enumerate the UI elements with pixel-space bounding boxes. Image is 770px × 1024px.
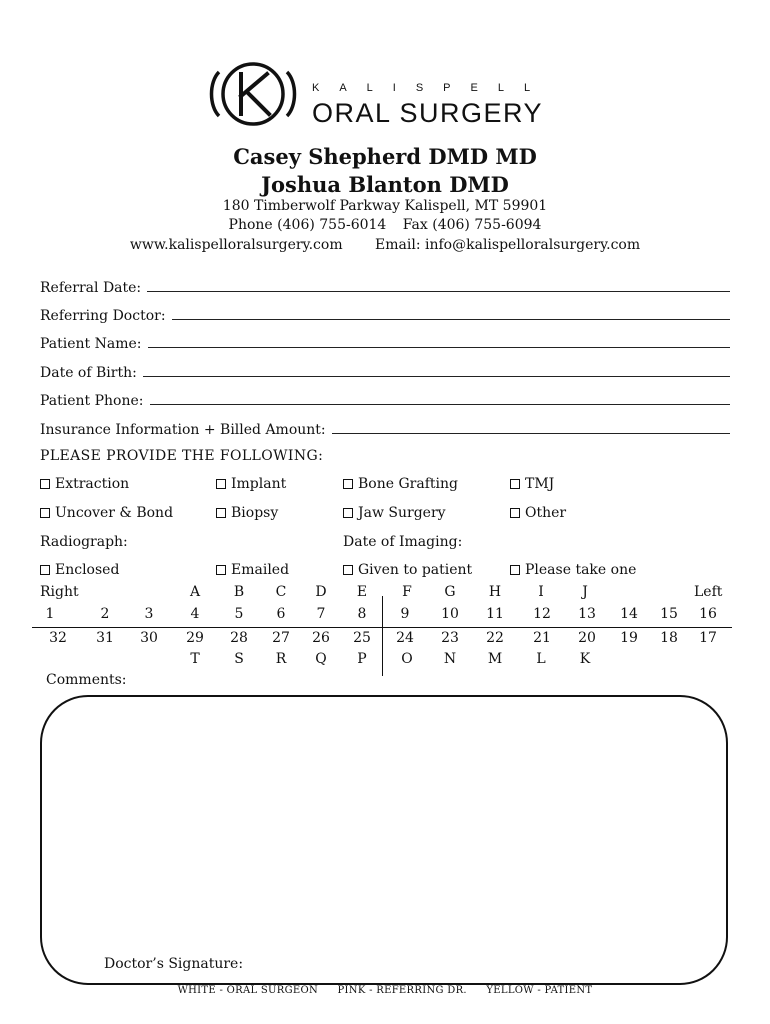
extraction-checkbox[interactable]: Extraction bbox=[40, 476, 129, 492]
tooth-number[interactable]: 15 bbox=[660, 606, 678, 622]
tooth-letter[interactable]: L bbox=[536, 651, 546, 667]
tooth-number[interactable]: 26 bbox=[312, 630, 330, 646]
tooth-number[interactable]: 19 bbox=[620, 630, 638, 646]
uncover-bond-checkbox[interactable]: Uncover & Bond bbox=[40, 505, 173, 521]
tooth-number[interactable]: 28 bbox=[230, 630, 248, 646]
bone-grafting-checkbox[interactable]: Bone Grafting bbox=[343, 476, 458, 492]
tooth-letter[interactable]: T bbox=[190, 651, 200, 667]
tooth-number[interactable]: 31 bbox=[96, 630, 114, 646]
tooth-letter[interactable]: J bbox=[582, 584, 588, 600]
doctor-name-2: Joshua Blanton DMD bbox=[261, 172, 509, 197]
tooth-letter[interactable]: S bbox=[234, 651, 244, 667]
tooth-number[interactable]: 17 bbox=[699, 630, 717, 646]
copy-distribution-footer bbox=[0, 985, 770, 996]
given-to-patient-checkbox[interactable]: Given to patient bbox=[343, 562, 472, 578]
tooth-letter[interactable]: B bbox=[233, 584, 245, 600]
phone-number: Phone (406) 755-6014 bbox=[228, 217, 387, 233]
tooth-letter[interactable]: C bbox=[275, 584, 287, 600]
comments-box[interactable] bbox=[40, 695, 728, 985]
tooth-letter[interactable]: D bbox=[315, 584, 327, 600]
tooth-number[interactable]: 10 bbox=[441, 606, 459, 622]
tooth-letter[interactable]: K bbox=[579, 651, 591, 667]
tooth-number[interactable]: 11 bbox=[486, 606, 504, 622]
other-checkbox[interactable]: Other bbox=[510, 505, 566, 521]
tooth-number[interactable]: 32 bbox=[49, 630, 67, 646]
referring-doctor-label: Referring Doctor: bbox=[40, 308, 166, 324]
logo-oral-surgery-text: ORAL SURGERY bbox=[312, 98, 544, 128]
tooth-number[interactable]: 20 bbox=[578, 630, 596, 646]
logo-kalispell-text: KALISPELL bbox=[312, 82, 551, 94]
tooth-number[interactable]: 12 bbox=[533, 606, 551, 622]
patient-phone-label: Patient Phone: bbox=[40, 393, 144, 409]
tooth-number[interactable]: 22 bbox=[486, 630, 504, 646]
emailed-checkbox[interactable]: Emailed bbox=[216, 562, 289, 578]
email-link[interactable]: Email: info@kalispelloralsurgery.com bbox=[375, 237, 641, 253]
tmj-checkbox[interactable]: TMJ bbox=[510, 476, 554, 492]
tooth-number[interactable]: 1 bbox=[45, 606, 55, 622]
tooth-number[interactable]: 2 bbox=[100, 606, 110, 622]
biopsy-checkbox[interactable]: Biopsy bbox=[216, 505, 278, 521]
referring-doctor-line[interactable] bbox=[172, 319, 730, 320]
tooth-number[interactable]: 14 bbox=[620, 606, 638, 622]
tooth-number[interactable]: 9 bbox=[400, 606, 410, 622]
practice-address: 180 Timberwolf Parkway Kalispell, MT 59901 bbox=[222, 198, 548, 214]
tooth-number[interactable]: 5 bbox=[234, 606, 244, 622]
tooth-chart-vertical-divider bbox=[382, 596, 383, 676]
referral-date-line[interactable] bbox=[147, 291, 730, 292]
jaw-surgery-checkbox[interactable]: Jaw Surgery bbox=[343, 505, 446, 521]
date-of-imaging-label: Date of Imaging: bbox=[343, 534, 463, 550]
referral-date-field[interactable] bbox=[40, 274, 730, 296]
referral-date-label: Referral Date: bbox=[40, 280, 142, 296]
tooth-number[interactable]: 24 bbox=[396, 630, 414, 646]
tooth-chart bbox=[32, 584, 732, 684]
tooth-number[interactable]: 18 bbox=[660, 630, 678, 646]
white-copy-label: WHITE - ORAL SURGEON bbox=[177, 985, 319, 996]
date-of-birth-line[interactable] bbox=[143, 376, 730, 377]
insurance-label: Insurance Information + Billed Amount: bbox=[40, 422, 326, 438]
services-heading: PLEASE PROVIDE THE FOLLOWING: bbox=[40, 448, 324, 464]
doctor-name-1: Casey Shepherd DMD MD bbox=[233, 144, 537, 169]
tooth-letter[interactable]: F bbox=[402, 584, 412, 600]
radiograph-label: Radiograph: bbox=[40, 534, 128, 550]
tooth-number[interactable]: 30 bbox=[140, 630, 158, 646]
insurance-field[interactable] bbox=[40, 416, 730, 438]
comments-label: Comments: bbox=[46, 672, 127, 688]
tooth-letter[interactable]: H bbox=[488, 584, 502, 600]
tooth-letter[interactable]: N bbox=[443, 651, 457, 667]
referring-doctor-field[interactable] bbox=[40, 302, 730, 324]
tooth-letter[interactable]: O bbox=[401, 651, 413, 667]
tooth-number[interactable]: 4 bbox=[190, 606, 200, 622]
doctor-signature-label: Doctor’s Signature: bbox=[104, 956, 244, 972]
patient-name-field[interactable] bbox=[40, 330, 730, 352]
patient-name-label: Patient Name: bbox=[40, 336, 142, 352]
date-of-birth-label: Date of Birth: bbox=[40, 365, 137, 381]
date-of-birth-field[interactable] bbox=[40, 359, 730, 381]
tooth-number[interactable]: 16 bbox=[699, 606, 717, 622]
tooth-number[interactable]: 8 bbox=[357, 606, 367, 622]
implant-checkbox[interactable]: Implant bbox=[216, 476, 286, 492]
tooth-letter[interactable]: R bbox=[275, 651, 287, 667]
web-email-line bbox=[0, 237, 770, 253]
tooth-number[interactable]: 21 bbox=[533, 630, 551, 646]
website-link[interactable]: www.kalispelloralsurgery.com bbox=[129, 237, 343, 253]
tooth-letter[interactable]: M bbox=[487, 651, 503, 667]
tooth-letter[interactable]: Q bbox=[315, 651, 327, 667]
tooth-number[interactable]: 23 bbox=[441, 630, 459, 646]
tooth-letter[interactable]: P bbox=[357, 651, 367, 667]
patient-phone-line[interactable] bbox=[150, 404, 730, 405]
tooth-number[interactable]: 29 bbox=[186, 630, 204, 646]
please-take-one-checkbox[interactable]: Please take one bbox=[510, 562, 636, 578]
tooth-chart-right-label: Right bbox=[40, 584, 79, 600]
tooth-letter[interactable]: I bbox=[538, 584, 544, 600]
yellow-copy-label: YELLOW - PATIENT bbox=[486, 985, 593, 996]
kalispell-k-logo-icon bbox=[205, 58, 301, 130]
tooth-letter[interactable]: E bbox=[356, 584, 368, 600]
tooth-number[interactable]: 27 bbox=[272, 630, 290, 646]
pink-copy-label: PINK - REFERRING DR. bbox=[337, 985, 467, 996]
phone-fax-line bbox=[0, 217, 770, 233]
enclosed-checkbox[interactable]: Enclosed bbox=[40, 562, 119, 578]
tooth-chart-left-label: Left bbox=[694, 584, 723, 600]
tooth-letter[interactable]: A bbox=[189, 584, 201, 600]
tooth-number[interactable]: 7 bbox=[316, 606, 326, 622]
tooth-letter[interactable]: G bbox=[444, 584, 456, 600]
tooth-number[interactable]: 6 bbox=[276, 606, 286, 622]
insurance-line[interactable] bbox=[332, 433, 730, 434]
patient-name-line[interactable] bbox=[148, 347, 731, 348]
tooth-number[interactable]: 3 bbox=[144, 606, 154, 622]
tooth-number[interactable]: 13 bbox=[578, 606, 596, 622]
fax-number: Fax (406) 755-6094 bbox=[402, 217, 542, 233]
patient-phone-field[interactable] bbox=[40, 387, 730, 409]
tooth-number[interactable]: 25 bbox=[353, 630, 371, 646]
